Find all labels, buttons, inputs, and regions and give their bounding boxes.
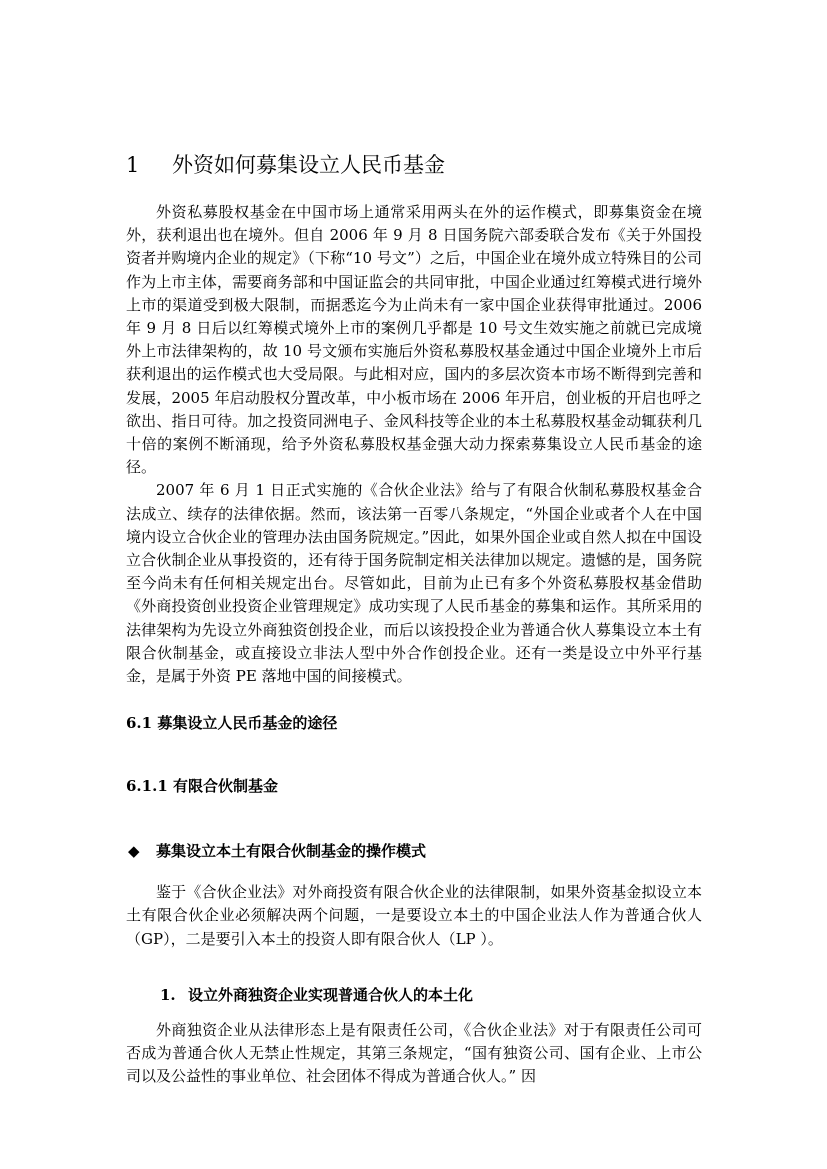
subsection-heading: 6.1 募集设立人民币基金的途径	[126, 714, 338, 733]
section-title: 外资如何募集设立人民币基金	[172, 153, 445, 177]
bullet-paragraph: 鉴于《合伙企业法》对外商投资有限合伙企业的法律限制，如果外资基金拟设立本土有限合伙企业必须解决两个问题，一是要设立本土的中国企业法人作为普通合伙人（GP），二是要引入本土的投资人即有限合伙人（LP ）。	[126, 883, 702, 948]
numbered-heading	[126, 984, 702, 1007]
intro-paragraph-2: 2007 年 6 月 1 日正式实施的《合伙企业法》给与了有限合伙制私募股权基金合法成立、续存的法律依据。然而，该法第一百零八条规定，“外国企业或者个人在中国境内设立合伙企业的管理办法由国务院规定。”因此，如果外国企业或自然人拟在中国设立合伙制企业从事投资的，还有待于国务院制定相关法律加以规定。遗憾的是，国务院至今尚未有任何相关规定出台。尽管如此，目前为止已有多个外资私募股权基金借助《外商投资创业投资企业管理规定》成功实现了人民币基金的募集和运作。其所采用的法律架构为先设立外商独资创投企业，而后以该投投企业为普通合伙人募集设立本土有限合伙制基金，或直接设立非法人型中外合作创投企业。还有一类是设立中外平行基金，是属于外资 PE 落地中国的间接模式。	[126, 481, 702, 686]
numbered-heading-text: 设立外商独资企业实现普通合伙人的本土化	[188, 985, 474, 1004]
intro-paragraph-1: 外资私募股权基金在中国市场上通常采用两头在外的运作模式，即募集资金在境外，获利退出也在境外。但自 2006 年 9 月 8 日国务院六部委联合发布《关于外国投资者并购境内企业的规定》（下称“10 号文”）之后，中国企业在境外成立特殊目的公司作为上市主体，需要商务部和中国证监会的共同审批，中国企业通过红筹模式进行境外上市的渠道受到极大限制，而据悉迄今为止尚未有一家中国企业获得审批通过。2006 年 9 月 8 日后以红筹模式境外上市的案例几乎都是 10 号文生效实施之前就已完成境外上市法律架构的，故 10 号文颁布实施后外资私募股权基金通过中国企业境外上市后获利退出的运作模式也大受局限。与此相对应，国内的多层次资本市场不断得到完善和发展，2005 年启动股权分置改革，中小板市场在 2006 年开启，创业板的开启也呼之欲出、指日可待。加之投资同洲电子、金风科技等企业的本土私募股权基金动辄获利几十倍的案例不断涌现，给予外资私募股权基金强大动力探索募集设立人民币基金的途径。	[126, 203, 702, 477]
sub-subsection-heading: 6.1.1 有限合伙制基金	[126, 777, 278, 796]
section-heading	[126, 150, 702, 180]
numbered-heading-number: 1.	[160, 985, 176, 1004]
final-paragraph: 外商独资企业从法律形态上是有限责任公司，《合伙企业法》对于有限责任公司可否成为普通合伙人无禁止性规定，其第三条规定，“国有独资公司、国有企业、上市公司以及公益性的事业单位、社会团体不得成为普通合伙人。” 因	[126, 1020, 702, 1086]
bullet-heading-text: 募集设立本土有限合伙制基金的操作模式	[156, 842, 427, 861]
diamond-bullet-icon: ◆	[128, 842, 140, 861]
document-body	[126, 150, 702, 1088]
section-number: 1	[126, 153, 140, 177]
bullet-heading	[126, 840, 702, 863]
